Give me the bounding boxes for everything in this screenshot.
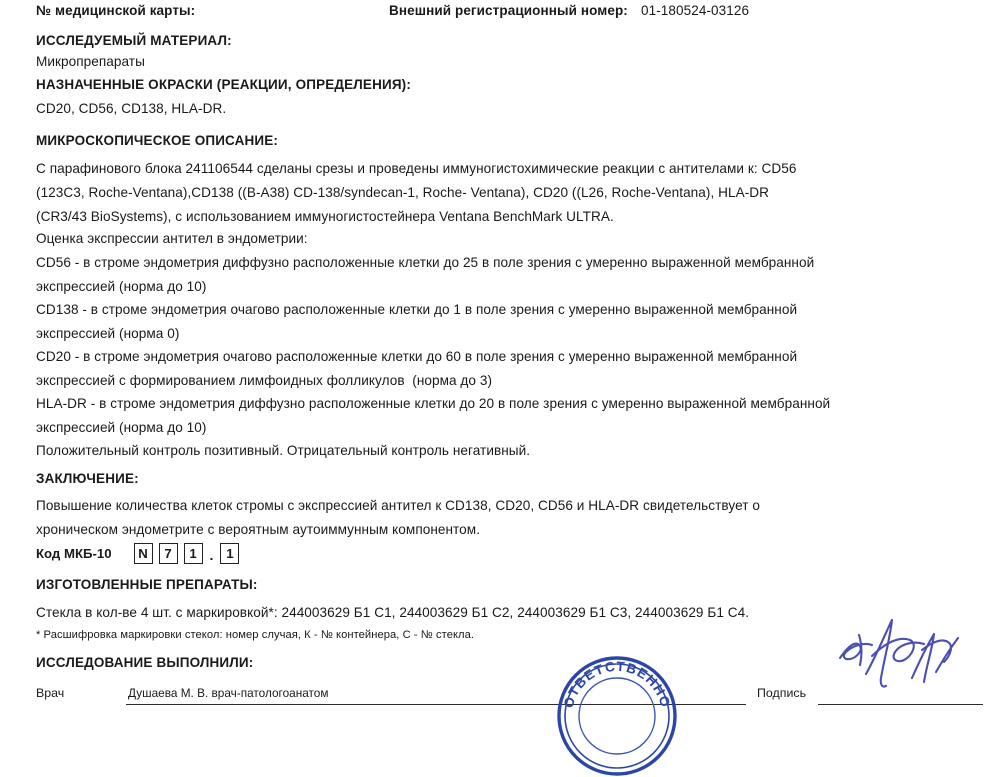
conclusion-line-2: хроническом эндометрите с вероятным аутоиммунным компонентом. <box>36 522 481 537</box>
cd56-result-line-2: экспрессией (норма до 10) <box>36 279 207 294</box>
icd-char-box-1[interactable]: N <box>134 543 153 564</box>
official-stamp <box>556 655 678 777</box>
cd20-result-line-2: экспрессией с формированием лимфоидных фолликулов (норма до 3) <box>36 373 493 388</box>
conclusion-heading: ЗАКЛЮЧЕНИЕ: <box>36 471 139 486</box>
icd-code-label: Код МКБ-10 <box>36 546 112 561</box>
stains-heading: НАЗНАЧЕННЫЕ ОКРАСКИ (РЕАКЦИИ, ОПРЕДЕЛЕНИЯ): <box>36 77 411 92</box>
preparations-footnote: * Расшифровка маркировки стекол: номер случая, К - № контейнера, С - № стекла. <box>36 629 475 641</box>
handwritten-signature <box>826 612 1000 692</box>
microscopy-line-2: (123C3, Roche-Ventana),CD138 ((B-A38) CD-138/syndecan-1, Roche- Ventana), CD20 ((L26, Roche-Ventana), HLA-DR <box>36 185 770 200</box>
microscopy-line-3: (CR3/43 BioSystems), с использованием иммуногистостейнера Ventana BenchMark ULTRA. <box>36 209 614 224</box>
conclusion-line-1: Повышение количества клеток стромы с экспрессией антител к CD138, CD20, CD56 и HLA-DR свидетельствует о <box>36 498 760 513</box>
icd-separator: . <box>209 547 214 563</box>
doctor-name: Душаева М. В. врач-патологоанатом <box>128 686 329 700</box>
hladr-result-line-1: HLA-DR - в строме эндометрия диффузно расположенные клетки до 20 в поле зрения с умеренно выраженной мембранной <box>36 396 831 411</box>
signature-label: Подпись <box>757 686 807 700</box>
hladr-result-line-2: экспрессией (норма до 10) <box>36 420 207 435</box>
doctor-label: Врач <box>36 686 65 700</box>
stains-value: CD20, CD56, CD138, HLA-DR. <box>36 101 227 116</box>
cd138-result-line-1: CD138 - в строме эндометрия очагово расположенные клетки до 1 в поле зрения с умеренно выраженной мембранной <box>36 302 798 317</box>
svg-text:ОТВЕТСТВЕННО: ОТВЕТСТВЕННО <box>560 658 674 710</box>
microscopy-heading: МИКРОСКОПИЧЕСКОЕ ОПИСАНИЕ: <box>36 133 279 148</box>
external-registration-value: 01-180524-03126 <box>641 3 750 18</box>
controls-line: Положительный контроль позитивный. Отрицательный контроль негативный. <box>36 443 531 458</box>
icd-code-row <box>36 543 245 564</box>
assessment-intro: Оценка экспрессии антител в эндометрии: <box>36 231 308 246</box>
material-value: Микропрепараты <box>36 54 145 69</box>
cd56-result-line-1: CD56 - в строме эндометрия диффузно расположенные клетки до 25 в поле зрения с умеренно выраженной мембранной <box>36 255 815 270</box>
material-heading: ИССЛЕДУЕМЫЙ МАТЕРИАЛ: <box>36 33 232 48</box>
header-row <box>0 0 1000 30</box>
icd-char-box-2[interactable]: 7 <box>159 543 178 564</box>
signature-rule <box>818 704 983 705</box>
preparations-heading: ИЗГОТОВЛЕННЫЕ ПРЕПАРАТЫ: <box>36 577 258 592</box>
doctor-name-rule <box>126 704 746 705</box>
medical-card-label: № медицинской карты: <box>36 3 196 18</box>
microscopy-line-1: С парафинового блока 241106544 сделаны срезы и проведены иммуногистохимические реакции с антителами к: CD56 <box>36 161 797 176</box>
preparations-slides-line: Стекла в кол-ве 4 шт. с маркировкой*: 244003629 Б1 С1, 244003629 Б1 С2, 244003629 Б1 С3, 244003629 Б1 С4. <box>36 605 750 620</box>
external-registration-label: Внешний регистрационный номер: <box>389 3 628 18</box>
icd-char-box-3[interactable]: 1 <box>184 543 203 564</box>
performers-heading: ИССЛЕДОВАНИЕ ВЫПОЛНИЛИ: <box>36 655 254 670</box>
icd-char-box-4[interactable]: 1 <box>220 543 239 564</box>
cd20-result-line-1: CD20 - в строме эндометрия очагово расположенные клетки до 60 в поле зрения с умеренно выраженной мембранной <box>36 349 798 364</box>
cd138-result-line-2: экспрессией (норма 0) <box>36 326 180 341</box>
